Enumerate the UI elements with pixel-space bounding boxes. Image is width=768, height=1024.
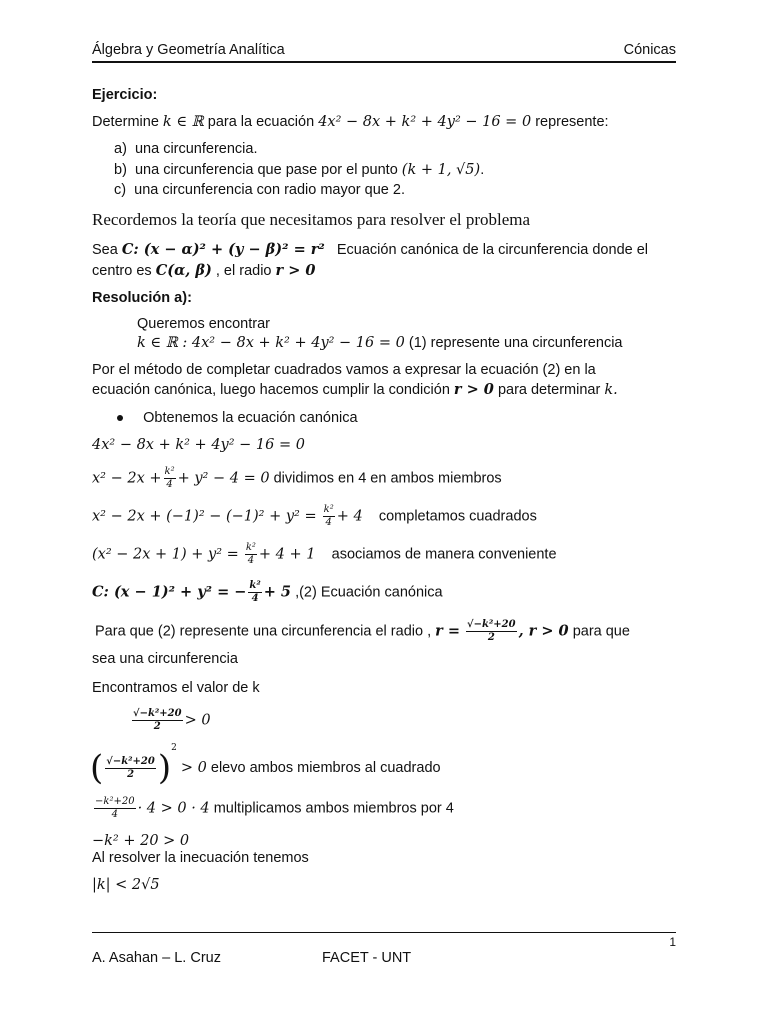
- theory-pre: Sea: [92, 242, 118, 258]
- bullet-text: Obtenemos la ecuación canónica: [143, 410, 358, 426]
- prompt-mid: para la ecuación: [207, 114, 315, 130]
- step-1: [92, 466, 502, 491]
- prompt-equation: 4x² − 8x + k² + 4y² − 16 = 0: [318, 114, 532, 130]
- theory-desc: Ecuación canónica de la circunferencia donde el: [336, 242, 649, 258]
- theory-line-1: [92, 241, 648, 258]
- method-mid: para determinar: [497, 382, 601, 398]
- method-line-2: [92, 381, 618, 398]
- want-line: [137, 335, 622, 351]
- inequality-3: [92, 796, 454, 821]
- want-post: (1) represente una circunferencia: [408, 335, 623, 351]
- canonical-equation: C: (x − α)² + (y − β)² = r²: [121, 241, 325, 258]
- ineq3-note: multiplicamos ambos miembros por 4: [213, 800, 454, 817]
- radius-fraction: $\frac{\text{√−k²+20}}{2}$: [467, 619, 516, 643]
- radius-line-2: sea una circunferencia: [92, 651, 238, 667]
- step3-b: + 4 + 1: [258, 546, 316, 563]
- radius-line: [95, 619, 630, 644]
- item-tail: .: [480, 162, 485, 178]
- step-4: [92, 580, 443, 605]
- header-rule: [92, 61, 676, 63]
- step2-b: + 4: [336, 508, 363, 525]
- method-k: k.: [604, 382, 618, 398]
- inequality-4: −k² + 20 > 0: [92, 833, 190, 849]
- item-label: b): [114, 162, 127, 178]
- want-text: Queremos encontrar: [137, 316, 270, 332]
- find-k-text: Encontramos el valor de k: [92, 680, 260, 696]
- radius-post: para que: [572, 623, 630, 640]
- resolution-heading: Resolución a):: [92, 290, 192, 306]
- radius-r: r =: [435, 622, 460, 640]
- item-label: c): [114, 182, 127, 198]
- step-3: [92, 542, 557, 567]
- method-line-1: Por el método de completar cuadrados vamos a expresar la ecuación (2) en la: [92, 362, 596, 378]
- radius-condition: r > 0: [275, 262, 316, 279]
- bullet-item: [117, 410, 358, 426]
- step1-note: dividimos en 4 en ambos miembros: [273, 470, 502, 487]
- left-paren: (: [90, 748, 104, 788]
- step1-b: + y² − 4 = 0: [177, 470, 270, 487]
- center-symbol: C(α, β): [155, 262, 212, 279]
- step1-a: x² − 2x +: [92, 470, 162, 487]
- header-title: Álgebra y Geometría Analítica: [92, 42, 285, 58]
- ineq2-note: elevo ambos miembros al cuadrado: [210, 759, 441, 776]
- radius-pre-text: Para que (2) represente una circunferencia el radio ,: [95, 623, 432, 640]
- bullet-icon: [117, 415, 123, 421]
- footer-rule: [92, 932, 676, 933]
- step4-fraction: $\frac{\text{k²}}{4}$: [249, 580, 261, 604]
- exercise-prompt: [92, 114, 609, 130]
- inequality-2: [90, 743, 441, 788]
- item-text: una circunferencia con radio mayor que 2.: [134, 182, 405, 198]
- step2-note: completamos cuadrados: [378, 508, 537, 525]
- ineq2-fraction: $\frac{\text{√−k²+20}}{2}$: [106, 755, 155, 780]
- step4-note: ,(2) Ecuación canónica: [295, 584, 443, 601]
- item-text: una circunferencia.: [134, 141, 258, 157]
- step2-a: x² − 2x + (−1)² − (−1)² + y² =: [92, 508, 317, 525]
- final-result: |k| < 2√5: [92, 877, 160, 893]
- ineq1-rel: > 0: [184, 712, 211, 729]
- radius-cond: , r > 0: [518, 622, 569, 640]
- theory-line-2: [92, 262, 316, 279]
- ineq1-fraction: $\frac{\text{√−k²+20}}{2}$: [133, 708, 182, 732]
- prompt-pre: Determine: [92, 114, 159, 130]
- want-equation: k ∈ ℝ : 4x² − 8x + k² + 4y² − 16 = 0: [137, 335, 405, 351]
- step3-a: (x² − 2x + 1) + y² =: [92, 546, 239, 563]
- ineq2-rel: > 0: [180, 759, 207, 776]
- exercise-item-b: [114, 162, 484, 178]
- step4-a: C: (x − 1)² + y² = −: [92, 583, 247, 601]
- step1-fraction: $\frac{\text{k²}}{4}$: [164, 466, 175, 490]
- center-pre: centro es: [92, 263, 152, 279]
- inequality-1: [130, 708, 211, 733]
- step-0: 4x² − 8x + k² + 4y² − 16 = 0: [92, 437, 305, 453]
- step3-note: asociamos de manera conveniente: [331, 546, 557, 563]
- step4-b: + 5: [263, 583, 292, 601]
- item-point: (k + 1, √5): [401, 162, 481, 178]
- header-section: Cónicas: [623, 42, 676, 58]
- footer-institution: FACET - UNT: [322, 950, 412, 966]
- prompt-post: represente:: [535, 114, 609, 130]
- item-label: a): [114, 141, 127, 157]
- prompt-k: k ∈ ℝ: [162, 114, 204, 130]
- item-text: una circunferencia que pase por el punto: [134, 162, 398, 178]
- page-number: 1: [669, 935, 676, 949]
- step3-fraction: $\frac{\text{k²}}{4}$: [245, 542, 256, 566]
- exercise-item-a: [114, 141, 257, 157]
- method-pre: ecuación canónica, luego hacemos cumplir la condición: [92, 382, 450, 398]
- exercise-heading: Ejercicio:: [92, 87, 158, 103]
- footer-authors: A. Asahan – L. Cruz: [92, 950, 221, 966]
- ineq3-rel: · 4 > 0 · 4: [137, 800, 210, 817]
- exercise-item-c: [114, 182, 405, 198]
- step2-fraction: $\frac{\text{k²}}{4}$: [323, 504, 334, 528]
- method-cond: r > 0: [453, 381, 494, 398]
- ineq3-fraction: $\frac{\text{−k²+20}}{4}$: [95, 796, 135, 820]
- step-2: [92, 504, 537, 529]
- ineq2-exponent: 2: [171, 743, 177, 753]
- right-paren: ): [157, 748, 172, 788]
- radius-pre: , el radio: [215, 263, 272, 279]
- theory-heading: Recordemos la teoría que necesitamos para resolver el problema: [92, 210, 531, 229]
- solve-text: Al resolver la inecuación tenemos: [92, 850, 309, 866]
